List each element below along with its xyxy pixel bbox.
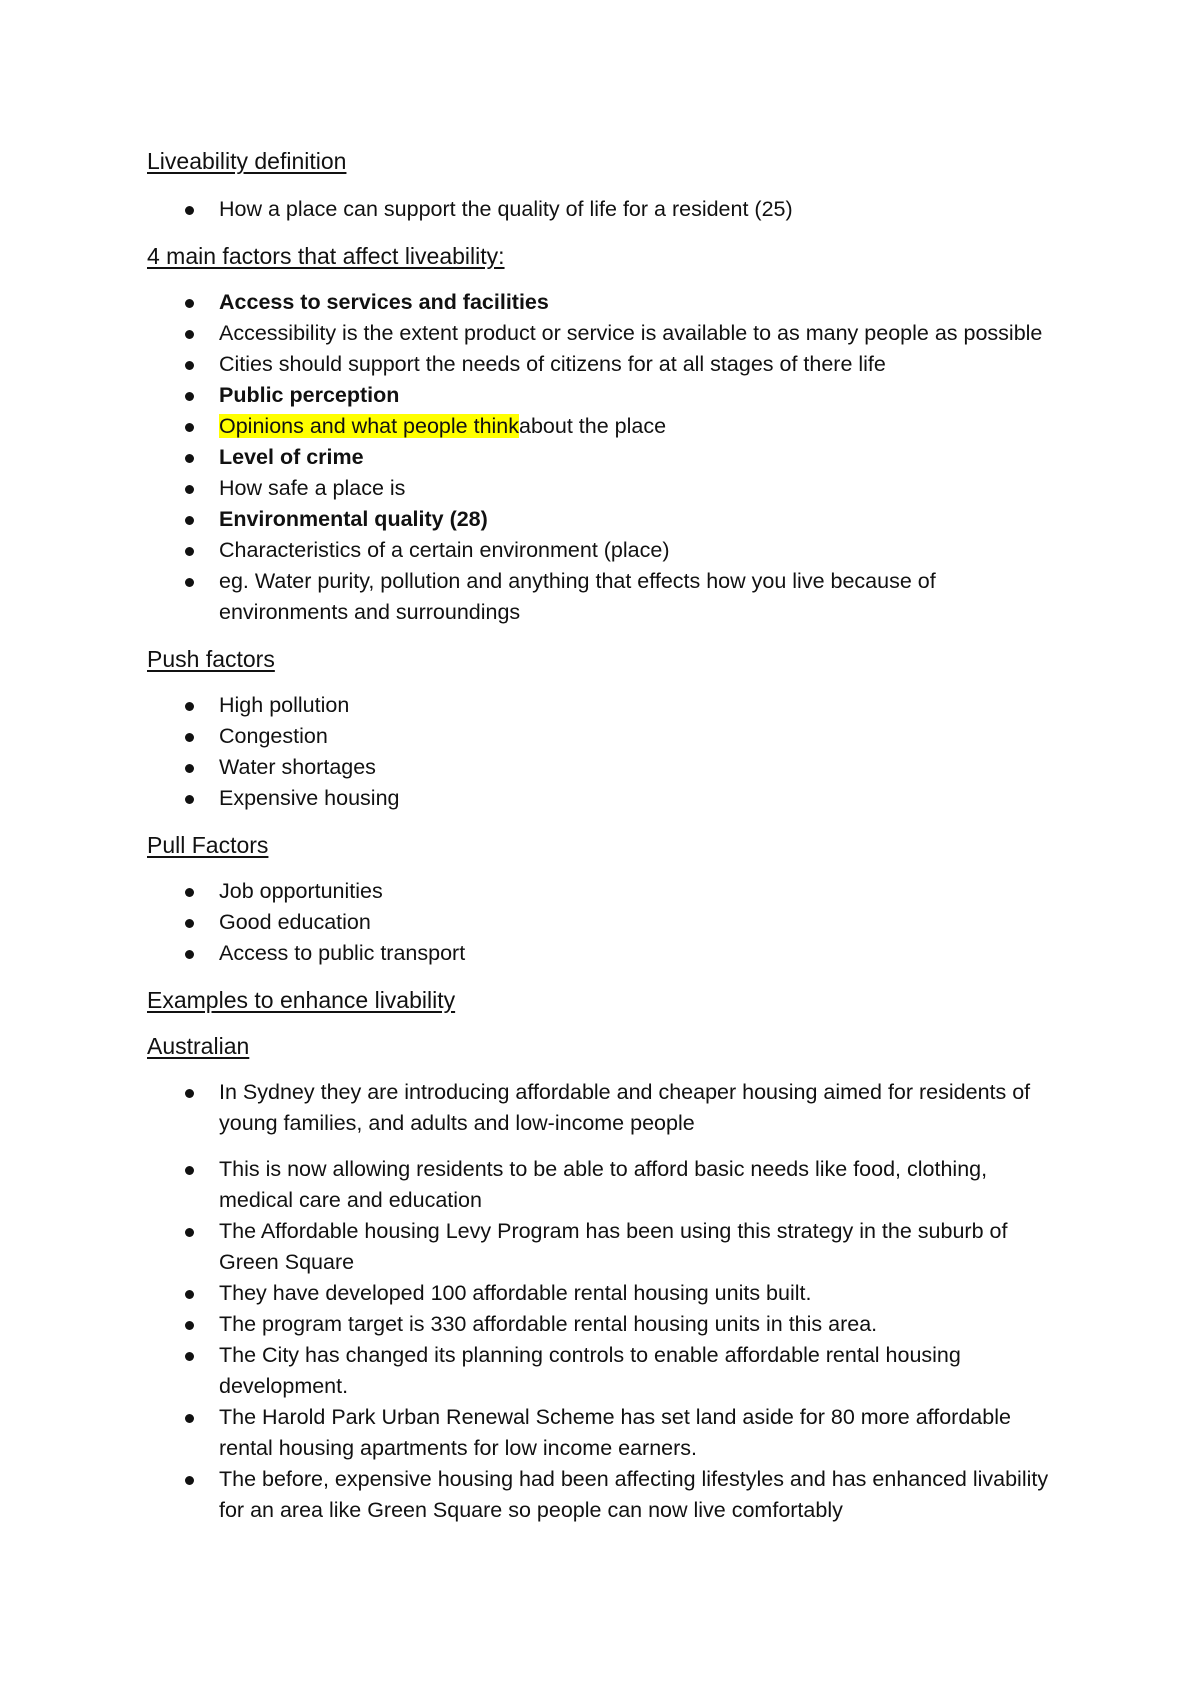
list-item — [147, 411, 1067, 442]
heading-main-factors: 4 main factors that affect liveability: — [147, 243, 505, 269]
list-item: eg. Water purity, pollution and anything that effects how you live because of environments and surroundings — [147, 566, 1067, 628]
list-item: In Sydney they are introducing affordable and cheaper housing aimed for residents of young families, and adults and low-income people — [147, 1077, 1067, 1139]
definition-list — [147, 194, 1067, 225]
list-item: How safe a place is — [147, 473, 1067, 504]
list-item: This is now allowing residents to be able to afford basic needs like food, clothing, medical care and education — [147, 1154, 1067, 1216]
heading-push-factors: Push factors — [147, 646, 275, 672]
list-item: Access to services and facilities — [147, 287, 1067, 318]
list-item: Level of crime — [147, 442, 1067, 473]
list-item: Water shortages — [147, 752, 1067, 783]
list-item: High pollution — [147, 690, 1067, 721]
list-item: Job opportunities — [147, 876, 1067, 907]
list-item: How a place can support the quality of life for a resident (25) — [147, 194, 1067, 225]
list-item: The Affordable housing Levy Program has been using this strategy in the suburb of Green Square — [147, 1216, 1067, 1278]
list-item: The City has changed its planning controls to enable affordable rental housing development. — [147, 1340, 1067, 1402]
factors-list — [147, 287, 1067, 628]
list-item-text: about the place — [519, 414, 667, 438]
list-item: Access to public transport — [147, 938, 1067, 969]
pull-factors-list — [147, 876, 1067, 969]
list-item: The before, expensive housing had been affecting lifestyles and has enhanced livability for an area like Green Square so people can now live comfortably — [147, 1464, 1067, 1526]
heading-liveability-definition: Liveability definition — [147, 148, 347, 174]
list-item: Public perception — [147, 380, 1067, 411]
heading-pull-factors: Pull Factors — [147, 832, 269, 858]
australian-list — [147, 1077, 1067, 1526]
list-item: The Harold Park Urban Renewal Scheme has set land aside for 80 more affordable rental housing apartments for low income earners. — [147, 1402, 1067, 1464]
list-item: Cities should support the needs of citizens for at all stages of there life — [147, 349, 1067, 380]
list-item: The program target is 330 affordable rental housing units in this area. — [147, 1309, 1067, 1340]
list-item: Good education — [147, 907, 1067, 938]
list-item: Accessibility is the extent product or service is available to as many people as possible — [147, 318, 1067, 349]
heading-australian: Australian — [147, 1033, 250, 1059]
list-item: Environmental quality (28) — [147, 504, 1067, 535]
list-item: They have developed 100 affordable rental housing units built. — [147, 1278, 1067, 1309]
list-item: Congestion — [147, 721, 1067, 752]
list-item: Characteristics of a certain environment (place) — [147, 535, 1067, 566]
document-page — [147, 146, 1067, 1542]
list-item: Expensive housing — [147, 783, 1067, 814]
push-factors-list — [147, 690, 1067, 814]
heading-examples: Examples to enhance livability — [147, 987, 456, 1013]
highlighted-text: Opinions and what people think — [219, 414, 520, 438]
